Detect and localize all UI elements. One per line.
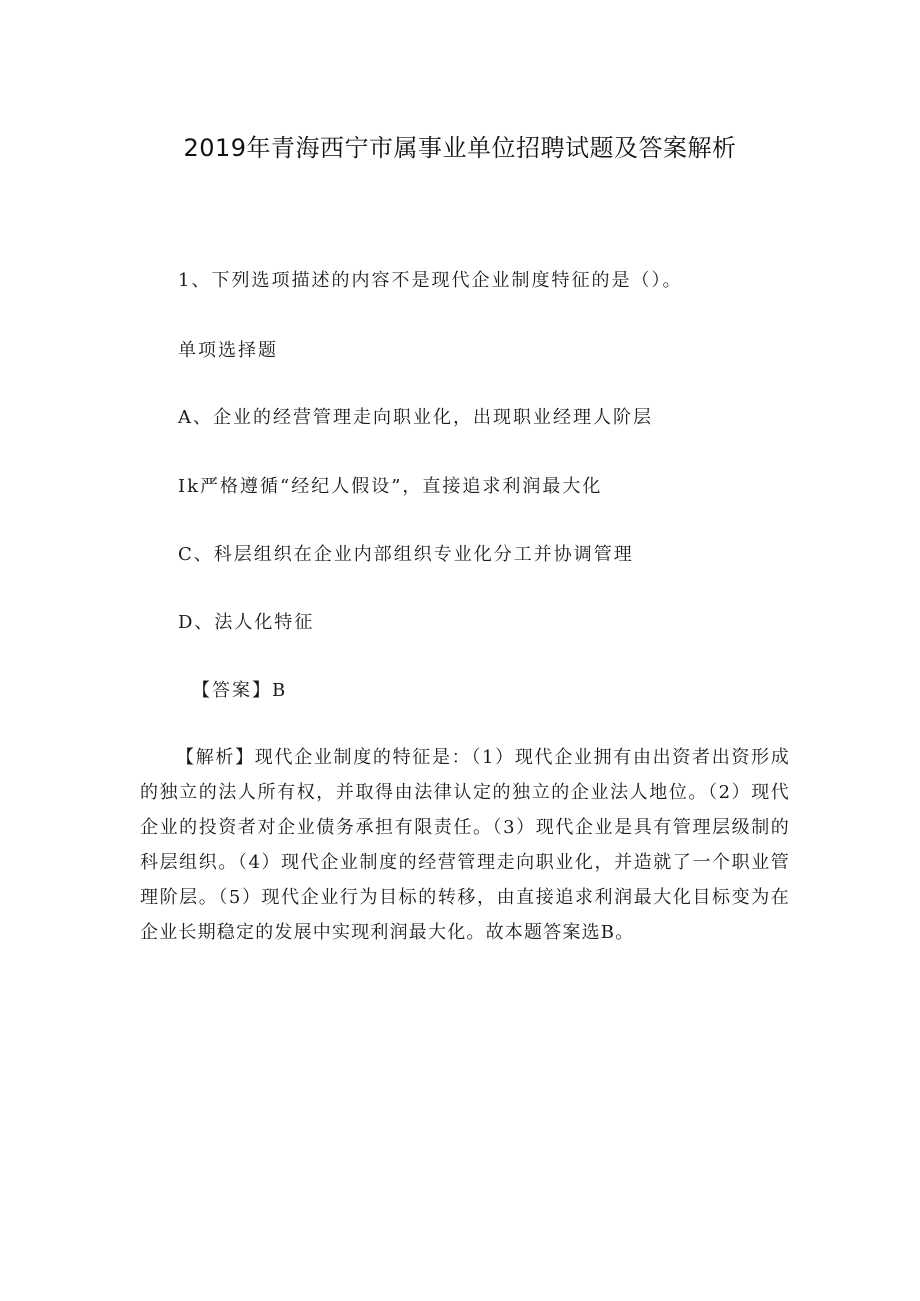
question-text: 1、下列选项描述的内容不是现代企业制度特征的是（）。 — [178, 270, 683, 291]
option-b: Ik严格遵循“经纪人假设”，直接追求利润最大化 — [178, 476, 603, 497]
option-a: A、企业的经营管理走向职业化，出现职业经理人阶层 — [178, 407, 653, 428]
answer-label: 【答案】B — [192, 680, 288, 701]
question-type: 单项选择题 — [178, 340, 278, 361]
analysis-paragraph: 【解析】现代企业制度的特征是：（1）现代企业拥有由出资者出资形成的独立的法人所有权，并取得由法律认定的独立的企业法人地位。（2）现代企业的投资者对企业债务承担有限责任。（3）现代企业是具有管理层级制的科层组织。（4）现代企业制度的经营管理走向职业化，并造就了一个职业管理阶层。（5）现代企业行为目标的转移，由直接追求利润最大化目标变为在企业长期稳定的发展中实现利润最大化。故本题答案选B。 — [140, 747, 790, 943]
option-d: D、法人化特征 — [178, 612, 315, 633]
option-c: C、科层组织在企业内部组织专业化分工并协调管理 — [178, 544, 634, 565]
document-title: 2019年青海西宁市属事业单位招聘试题及答案解析 — [183, 134, 737, 162]
